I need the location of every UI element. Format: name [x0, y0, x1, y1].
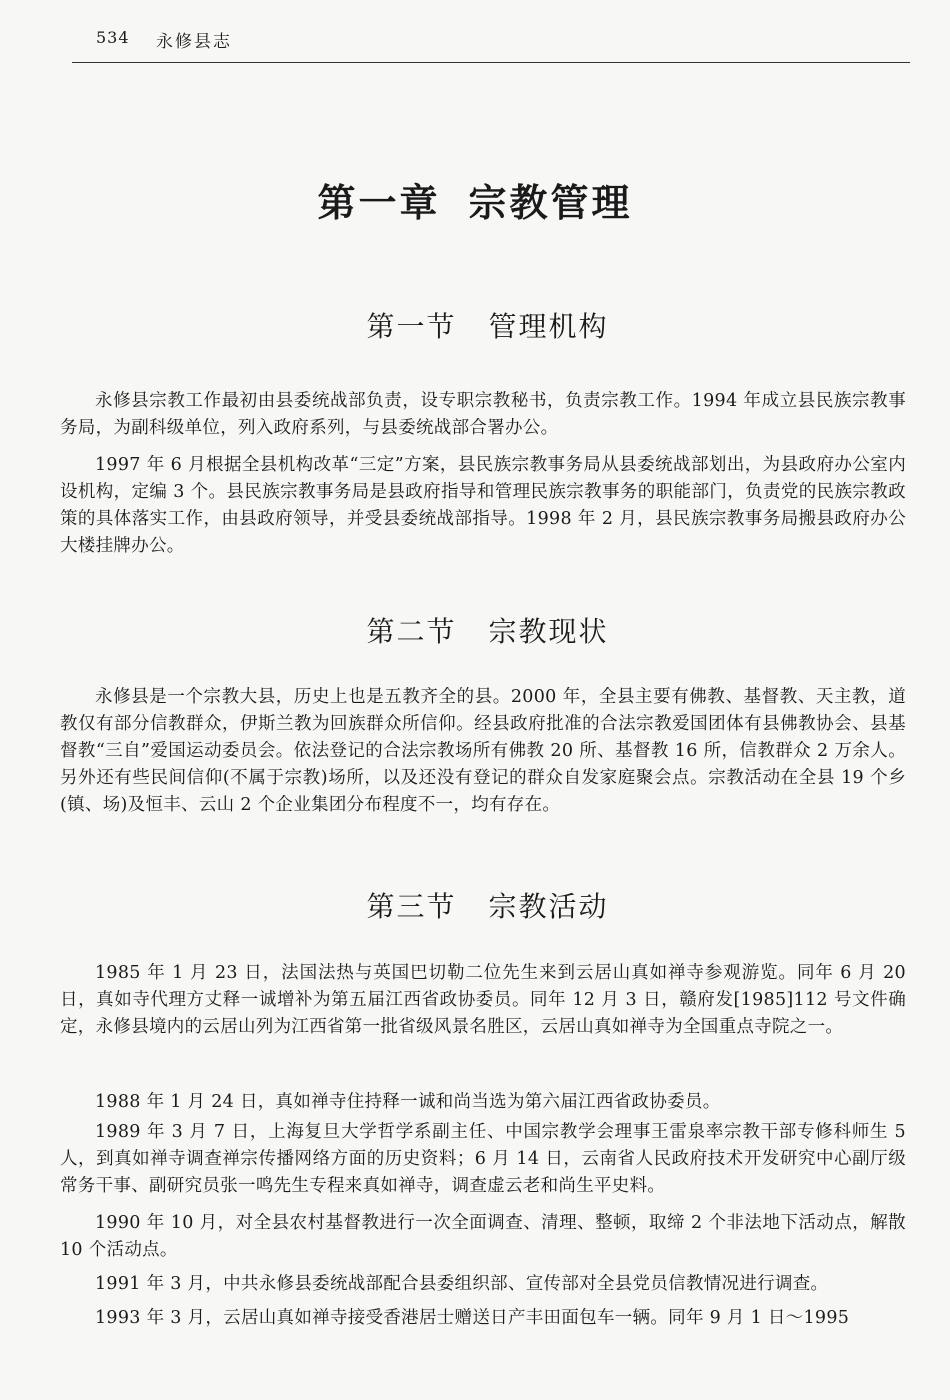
section-title: 管理机构: [488, 310, 609, 343]
paragraph: 永修县是一个宗教大县，历史上也是五教齐全的县。2000 年，全县主要有佛教、基督教、天主教，道教仅有部分信教群众，伊斯兰教为回族群众所信仰。经县政府批准的合法宗教爱国团体有县佛教协会、县基督教“三自”爱国运动委员会。依法登记的合法宗教场所有佛教 20 所、基督教 16 所，信教群众 2 万余人。另外还有些民间信仰(不属于宗教)场所，以及还没有登记的群众自发家庭聚会点。宗教活动在全县 19 个乡(镇、场)及恒丰、云山 2 个企业集团分布程度不一，均有存在。: [60, 687, 906, 815]
section-heading-3: [0, 885, 950, 925]
paragraph: 1988 年 1 月 24 日，真如禅寺住持释一诚和尚当选为第六届江西省政协委员。: [95, 1092, 721, 1112]
section-number: 第一节: [366, 310, 457, 343]
paragraph: 永修县宗教工作最初由县委统战部负责，设专职宗教秘书，负责宗教工作。1994 年成立县民族宗教事务局，为副科级单位，列入政府系列，与县委统战部合署办公。: [60, 391, 906, 438]
section-heading-1: [0, 305, 950, 345]
paragraph: 1997 年 6 月根据全县机构改革“三定”方案，县民族宗教事务局从县委统战部划出，为县政府办公室内设机构，定编 3 个。县民族宗教事务局是县政府指导和管理民族宗教事务的职能部门，负责党的民族宗教政策的具体落实工作，由县政府领导，并受县委统战部指导。1998 年 2 月，县民族宗教事务局搬县政府办公大楼挂牌办公。: [60, 455, 906, 556]
section-number: 第三节: [366, 890, 457, 923]
section-title: 宗教现状: [488, 615, 609, 648]
running-header: [72, 22, 910, 63]
paragraph: 1989 年 3 月 7 日，上海复旦大学哲学系副主任、中国宗教学会理事王雷泉率宗教干部专修科师生 5 人，到真如禅寺调查禅宗传播网络方面的历史资料；6 月 14 日，云南省人民政府技术开发研究中心副厅级常务干事、副研究员张一鸣先生专程来真如禅寺，调查虚云老和尚生平史料。: [60, 1122, 906, 1196]
book-title: 永修县志: [156, 32, 232, 52]
chapter-heading: [0, 172, 950, 227]
paragraph: 1990 年 10 月，对全县农村基督教进行一次全面调查、清理、整顿，取缔 2 个非法地下活动点，解散 10 个活动点。: [60, 1213, 906, 1260]
paragraph: 1991 年 3 月，中共永修县委统战部配合县委组织部、宣传部对全县党员信教情况进行调查。: [95, 1274, 829, 1294]
chapter-title: 宗教管理: [468, 181, 633, 225]
section-heading-2: [0, 610, 950, 650]
paragraph: 1985 年 1 月 23 日，法国法热与英国巴切勒二位先生来到云居山真如禅寺参观游览。同年 6 月 20 日，真如寺代理方丈释一诚增补为第五届江西省政协委员。同年 12 月 3 日，赣府发[1985]112 号文件确定，永修县境内的云居山列为江西省第一批省级风景名胜区，云居山真如禅寺为全国重点寺院之一。: [60, 963, 906, 1037]
paragraph: 1993 年 3 月，云居山真如禅寺接受香港居士赠送日产丰田面包车一辆。同年 9 月 1 日～1995: [95, 1308, 850, 1328]
chapter-number: 第一章: [317, 181, 441, 225]
section-title: 宗教活动: [488, 890, 609, 923]
page-number: 534: [96, 28, 130, 47]
section-number: 第二节: [366, 615, 457, 648]
